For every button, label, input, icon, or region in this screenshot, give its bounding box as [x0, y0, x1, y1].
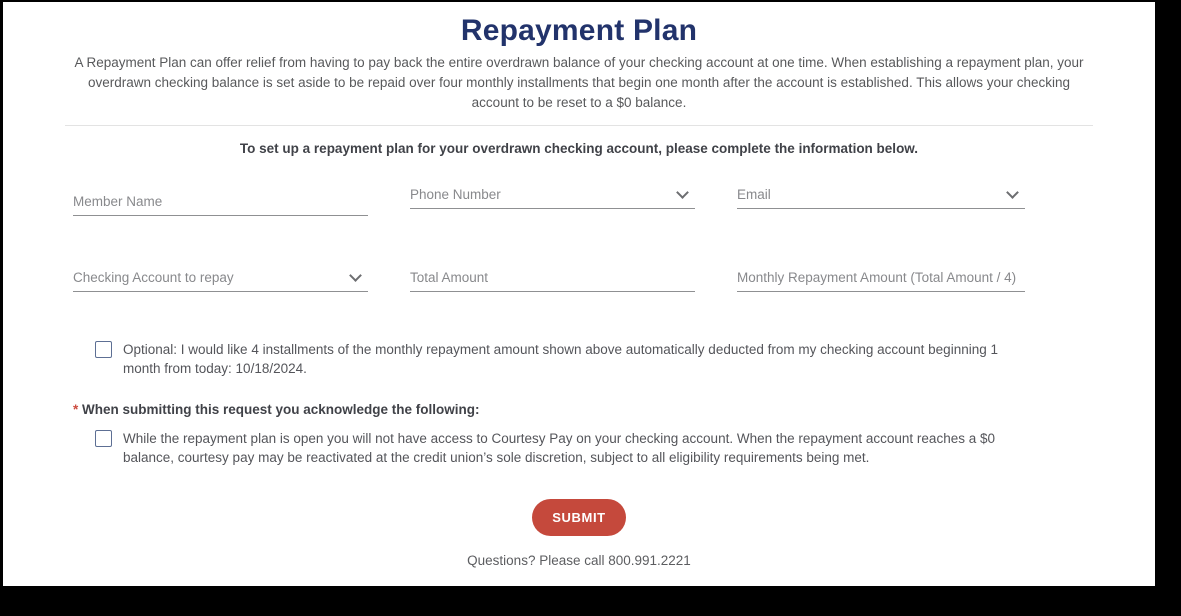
acknowledge-heading — [73, 402, 1025, 417]
repayment-form — [73, 186, 1025, 467]
optional-autopay-label: Optional: I would like 4 installments of the monthly repayment amount shown above automatically deducted from my checking account beginning 1 month from today: 10/18/2024. — [123, 342, 998, 376]
total-amount-field[interactable] — [410, 262, 695, 292]
email-select[interactable] — [737, 179, 1025, 207]
courtesy-pay-row — [95, 429, 1025, 467]
courtesy-pay-checkbox[interactable] — [95, 430, 112, 447]
phone-number-select[interactable] — [410, 179, 695, 207]
checking-account-field[interactable] — [73, 262, 368, 292]
footer-help-text: Questions? Please call 800.991.2221 — [467, 553, 691, 568]
total-amount-input[interactable] — [410, 262, 695, 290]
email-field[interactable] — [737, 179, 1025, 209]
submit-button[interactable]: SUBMIT — [532, 499, 625, 536]
submit-row — [3, 499, 1155, 536]
member-name-input[interactable] — [73, 186, 368, 214]
courtesy-pay-label: While the repayment plan is open you will not have access to Courtesy Pay on your checking account. When the repayment account reaches a $0 balance, courtesy pay may be reactivated at the credit union’s sole discretion, subject to all eligibility requirements being met. — [123, 431, 995, 465]
checking-account-select[interactable] — [73, 262, 368, 290]
acknowledge-heading-text: When submitting this request you acknowledge the following: — [78, 402, 480, 417]
monthly-repayment-field[interactable] — [737, 262, 1025, 292]
member-name-field[interactable] — [73, 186, 368, 216]
phone-number-field[interactable] — [410, 179, 695, 209]
setup-instruction-text: To set up a repayment plan for your overdrawn checking account, please complete the information below. — [239, 141, 919, 156]
page-title: Repayment Plan — [460, 14, 698, 47]
optional-autopay-row — [95, 340, 1025, 378]
form-grid — [73, 186, 1025, 292]
section-divider — [65, 125, 1093, 126]
repayment-plan-page — [3, 2, 1155, 586]
required-asterisk: * — [73, 402, 79, 417]
optional-autopay-checkbox[interactable] — [95, 341, 112, 358]
plan-description-text: A Repayment Plan can offer relief from having to pay back the entire overdrawn balance of your checking account at one time. When establishing a repayment plan, your overdrawn checking balance is set aside to be repaid over four monthly installments that begin one month after the account is established. This allows your checking account to be reset to a $0 balance. — [74, 55, 1084, 110]
monthly-repayment-input[interactable] — [737, 262, 1025, 290]
